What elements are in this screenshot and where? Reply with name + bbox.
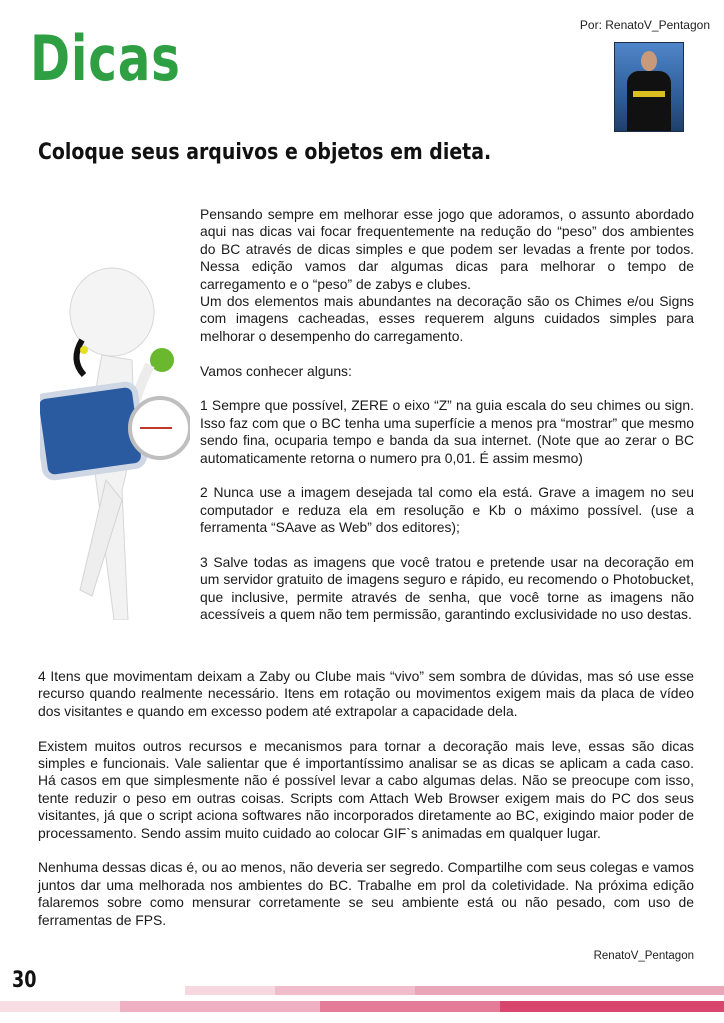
article-subtitle: Coloque seus arquivos e objetos em dieta. [38,140,492,165]
paragraph-tip-4: 4 Itens que movimentam deixam a Zaby ou Clube mais “vivo” sem sombra de dúvidas, mas só use esse recurso quando realmente necessário. Itens em rotação ou movimentos exigem mais da placa de vídeo dos visitantes e quando em excesso podem até extrapolar a capacidade dela. [38,668,694,719]
paragraph-tip-2: 2 Nunca use a imagem desejada tal como ela está. Grave a imagem no seu computador e reduza ela em resolução e Kb o máximo possível. (use a ferramenta “SAave as Web” dos editores); [200,484,694,536]
paragraph-intro-1: Pensando sempre em melhorar esse jogo que adoramos, o assunto abordado aqui nas dicas vai focar frequentemente na redução do “peso” dos ambientes do BC através de dicas simples e que podem ser levadas a frente por todos. Nessa edição vamos dar algumas dicas para melhorar o tempo de carregamento e o “peso” de zabys e clubes. [200,206,694,292]
author-photo [614,42,684,132]
paragraph-lead: Vamos conhecer alguns: [200,362,352,379]
paragraph-closing-2: Nenhuma dessas dicas é, ou ao menos, não deveria ser segredo. Compartilhe com seus colegas e vamos juntos dar uma melhorada nos ambientes do BC. Trabalhe em prol da coletividade. Na próxima edição falaremos sobre como mensurar corretamente se seu ambiente está ou não pesado, com uso de ferramentas de FPS. [38,859,694,928]
paragraph-tip-3: 3 Salve todas as imagens que você tratou e pretende usar na decoração em um servidor gratuito de imagens seguro e rápido, eu recomendo o Photobucket, que inclusive, permite através de senha, que você torne as imagens não acessíveis a quem não tem permissão, garantindo exclusividade no uso destas. [200,554,694,623]
article-signature: RenatoV_Pentagon [593,950,694,962]
article-body [38,668,694,946]
footer-decorative-band [0,986,724,1016]
paragraph-tip-1: 1 Sempre que possível, ZERE o eixo “Z” na guia escala do seu chimes ou sign. Isso faz com que o BC tenha uma superfície a menos pra “mostrar” que mesmo sendo fina, ocuparia tempo e banda da sua internet. (Note que ao zerar o BC automaticamente retorna o numero pra 0,01. É assim mesmo) [200,397,694,466]
page-number: 30 [12,968,37,993]
article-column [200,206,694,624]
figure-with-scale-illustration [40,200,190,620]
paragraph-intro-2: Um dos elementos mais abundantes na decoração são os Chimes e/ou Signs com imagens cacheadas, esses requerem alguns cuidados simples para melhorar o desempenho do carregamento. [200,293,694,344]
section-title: Dicas [30,22,181,95]
paragraph-closing-1: Existem muitos outros recursos e mecanismos para tornar a decoração mais leve, essas são dicas simples e funcionais. Vale salientar que é importantíssimo analisar se as dicas se aplicam a cada caso. Há casos em que simplesmente não é possível levar a cabo algumas delas. Não se preocupe com isso, tente reduzir o peso em outras coisas. Scripts com Attach Web Browser exigem mais do PC dos seus visitantes, já que o script aciona softwares não incorporados diretamente ao BC, exigindo maior poder de processamento. Sendo assim muito cuidado ao colocar GIF`s animadas em qualquer lugar. [38,737,694,841]
author-byline: Por: RenatoV_Pentagon [579,18,710,32]
